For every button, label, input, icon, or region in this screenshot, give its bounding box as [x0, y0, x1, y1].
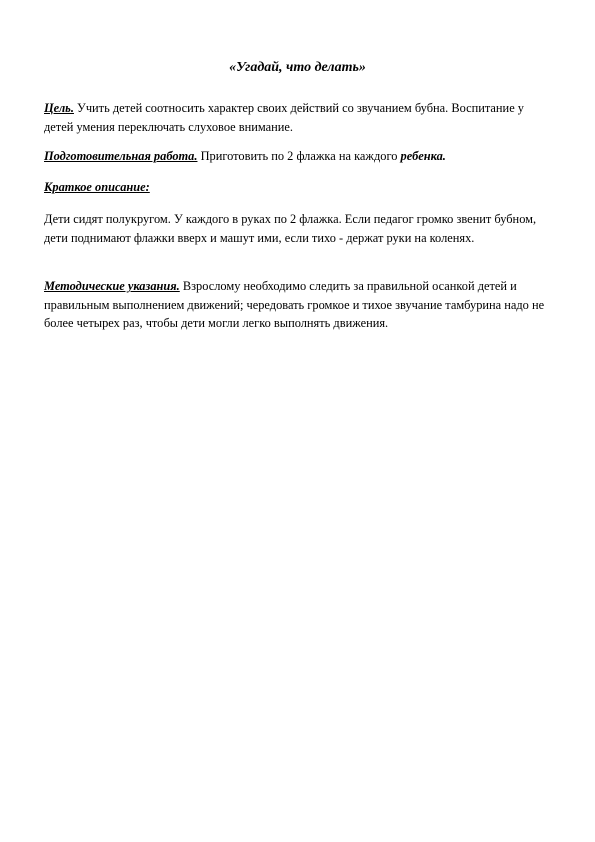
- description-label: Краткое описание:: [44, 180, 150, 194]
- preparation-text: Приготовить по 2 флажка на каждого: [197, 149, 401, 163]
- description-paragraph: [44, 210, 554, 247]
- guidelines-text: Взрослому необходимо следить за правильной осанкой детей и правильным выполнением движений; чередовать громкое и тихое звучание тамбурина надо не более четырех раз, чтобы дети могли легко выполнять движения.: [44, 279, 545, 330]
- preparation-paragraph: [44, 147, 554, 166]
- description-text: Дети сидят полукругом. У каждого в руках по 2 флажка. Если педагог громко звенит бубном, дети поднимают флажки вверх и машут ими, если тихо - держат руки на коленях.: [44, 212, 537, 245]
- preparation-label: Подготовительная работа.: [44, 149, 198, 163]
- guidelines-paragraph: [44, 277, 554, 333]
- description-label-paragraph: [44, 178, 554, 197]
- goal-text: Учить детей соотносить характер своих действий со звучанием бубна. Воспитание у детей умения переключать слуховое внимание.: [44, 101, 524, 134]
- goal-paragraph: [44, 99, 554, 136]
- document-title: «Угадай, что делать»: [229, 60, 366, 75]
- preparation-emphasis: ребенка.: [400, 149, 446, 163]
- guidelines-label: Методические указания.: [44, 279, 180, 293]
- goal-label: Цель.: [44, 101, 74, 115]
